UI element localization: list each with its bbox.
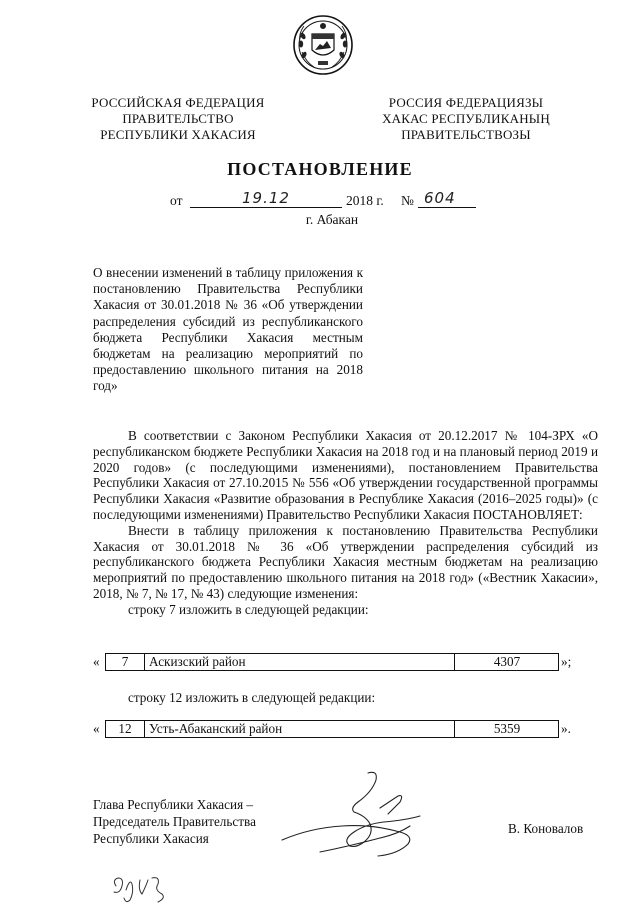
date-line [170, 189, 490, 211]
header-left-line: РЕСПУБЛИКИ ХАКАСИЯ [100, 127, 256, 142]
handwritten-date: 19.12 [242, 189, 290, 207]
handwritten-number: 604 [424, 189, 456, 207]
table-row-box [105, 720, 559, 738]
header-left-line: РОССИЙСКАЯ ФЕДЕРАЦИЯ [91, 95, 265, 110]
subsidy-amount: 4307 [493, 654, 521, 669]
city: г. Абакан [305, 212, 359, 227]
position-line: Республики Хакасия [93, 831, 209, 846]
header-right-line: ХАКАС РЕСПУБЛИКАНЫҢ [382, 111, 550, 126]
header-left [78, 95, 278, 143]
table-row [93, 720, 593, 738]
year-text: 2018 г. [346, 193, 384, 208]
open-quote: « [93, 654, 100, 669]
row-number: 7 [106, 654, 145, 670]
position-line: Председатель Правительства [93, 814, 256, 829]
body-text [93, 428, 598, 618]
number-sign: № [401, 193, 414, 208]
header-right-line: РОССИЯ ФЕДЕРАЦИЯЗЫ [388, 95, 544, 110]
signatory-name: В. Коновалов [508, 821, 584, 836]
header-right [366, 95, 566, 143]
position-line: Глава Республики Хакасия – [93, 797, 254, 812]
header-left-line: ПРАВИТЕЛЬСТВО [122, 111, 234, 126]
body-instruction: строку 12 изложить в следующей редакции: [128, 690, 376, 705]
subject-text: О внесении изменений в таблицу приложения к постановлению Правительства Республики Хакасия от 30.01.2018 № 36 «Об утверждении распределения субсидий из республиканского бюджета Республики Хакасия местным бюджетам на реализацию мероприятий по предоставлению школьного питания на 2018 год» [93, 265, 363, 394]
close-quote: ». [561, 721, 571, 736]
subsidy-amount: 5359 [493, 721, 521, 736]
district-name: Усть-Абаканский район [145, 721, 455, 737]
header-right-line: ПРАВИТЕЛЬСТВОЗЫ [401, 127, 531, 142]
handwritten-page-mark [110, 872, 170, 906]
coat-of-arms-icon [292, 14, 354, 76]
close-quote: »; [561, 654, 572, 669]
district-name: Аскизский район [145, 654, 455, 670]
table-row [93, 653, 593, 671]
body-instruction: строку 7 изложить в следующей редакции: [128, 601, 369, 617]
handwritten-signature [280, 768, 430, 868]
table-row-box [105, 653, 559, 671]
body-paragraph: Внести в таблицу приложения к постановлению Правительства Республики Хакасия от 30.01.2018 № 36 «Об утверждении распределения субсидий из республиканского бюджета Республики Хакасия местным бюджетам на реализацию мероприятий по предоставлению школьного питания на 2018 год» («Вестник Хакасии», 2018, № 7, № 17, № 43) следующие изменения: [93, 522, 598, 601]
open-quote: « [93, 721, 100, 736]
date-prefix: от [170, 193, 183, 208]
document-title: ПОСТАНОВЛЕНИЕ [227, 159, 413, 179]
body-paragraph: В соответствии с Законом Республики Хакасия от 20.12.2017 № 104-ЗРХ «О республиканском бюджете Республики Хакасия на 2018 год и на плановый период 2019 и 2020 годов» (с последующими изменениями), постановлением Правительства Республики Хакасия от 27.10.2015 № 556 «Об утверждении государственной программы Республики Хакасия «Развитие образования в Республике Хакасия (2016–2025 годы)» (с последующими изменениями) Правительство Республики Хакасия ПОСТАНОВЛЯЕТ: [93, 428, 598, 522]
row-number: 12 [106, 721, 145, 737]
